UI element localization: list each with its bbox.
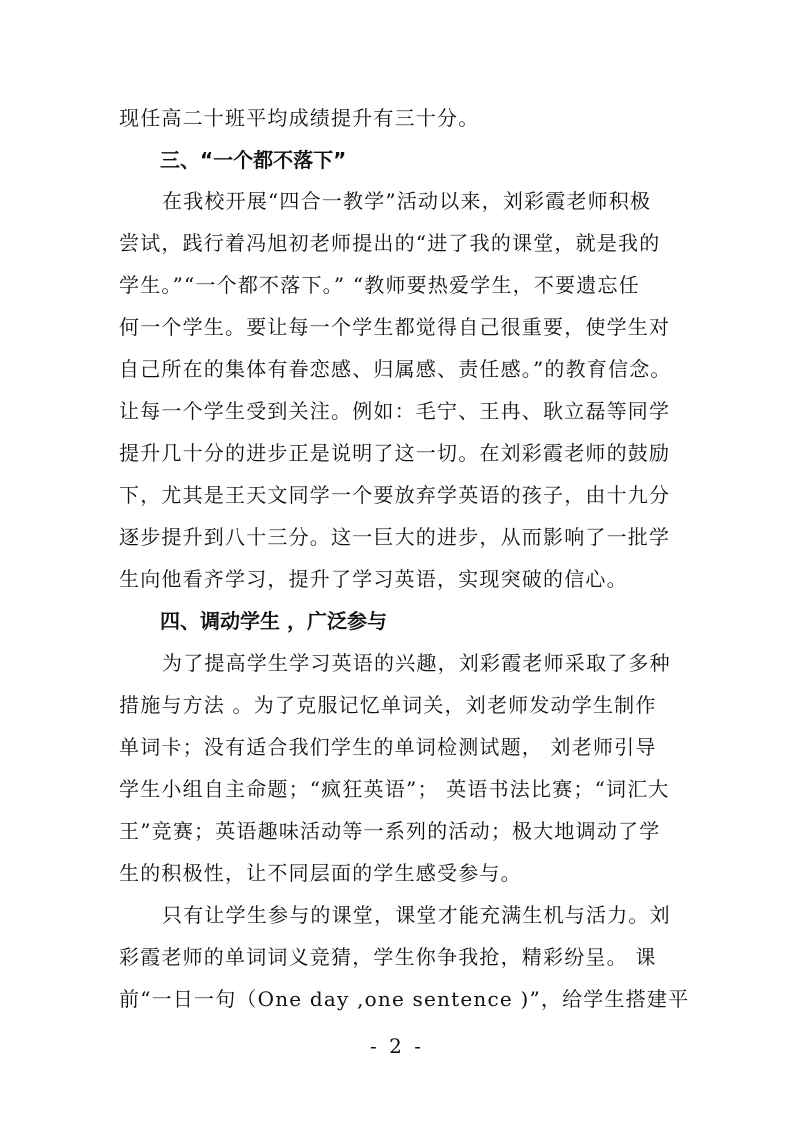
paragraph-line: 学生小组自主命题；“疯狂英语”； 英语书法比赛；“词汇大 xyxy=(119,777,670,801)
paragraph-line: 生向他看齐学习，提升了学习英语，实现突破的信心。 xyxy=(119,567,628,591)
paragraph-line: 何一个学生。要让每一个学生都觉得自己很重要，使学生对 xyxy=(119,315,671,339)
paragraph-line: 逐步提升到八十三分。这一巨大的进步，从而影响了一批学 xyxy=(119,525,671,549)
paragraph-line: 下，尤其是王天文同学一个要放弃学英语的孩子，由十九分 xyxy=(119,483,671,507)
paragraph-line: 单词卡；没有适合我们学生的单词检测试题， 刘老师引导 xyxy=(119,735,657,759)
section-heading-4: 四、调动学生 ，广泛参与 xyxy=(160,609,387,633)
paragraph-line: 前“一日一句（One day ,one sentence )”，给学生搭建平 xyxy=(119,987,690,1011)
paragraph-line: 王”竞赛；英语趣味活动等一系列的活动；极大地调动了学 xyxy=(119,819,661,843)
paragraph-line: 自己所在的集体有眷恋感、归属感、责任感。”的教育信念。 xyxy=(119,357,672,381)
section-heading-3: 三、“一个都不落下” xyxy=(160,148,347,172)
paragraph-line: 只有让学生参与的课堂，课堂才能充满生机与活力。刘 xyxy=(162,903,671,927)
paragraph-line: 措施与方法 。为了克服记忆单词关，刘老师发动学生制作 xyxy=(119,693,657,717)
paragraph-line: 在我校开展“四合一教学”活动以来，刘彩霞老师积极 xyxy=(162,189,652,213)
paragraph-line: 学生。”“一个都不落下。” “教师要热爱学生，不要遗忘任 xyxy=(119,273,640,297)
paragraph-line: 提升几十分的进步正是说明了这一切。在刘彩霞老师的鼓励 xyxy=(119,441,671,465)
page-number: - 2 - xyxy=(370,1034,424,1058)
paragraph-line: 彩霞老师的单词词义竞猜，学生你争我抢，精彩纷呈。 课 xyxy=(119,945,657,969)
paragraph-line: 让每一个学生受到关注。例如：毛宁、王冉、耿立磊等同学 xyxy=(119,399,671,423)
paragraph-line: 现任高二十班平均成绩提升有三十分。 xyxy=(119,106,480,130)
paragraph-line: 生的积极性，让不同层面的学生感受参与。 xyxy=(119,861,522,885)
paragraph-line: 为了提高学生学习英语的兴趣，刘彩霞老师采取了多种 xyxy=(162,651,671,675)
paragraph-line: 尝试，践行着冯旭初老师提出的“进了我的课堂，就是我的 xyxy=(119,231,661,255)
